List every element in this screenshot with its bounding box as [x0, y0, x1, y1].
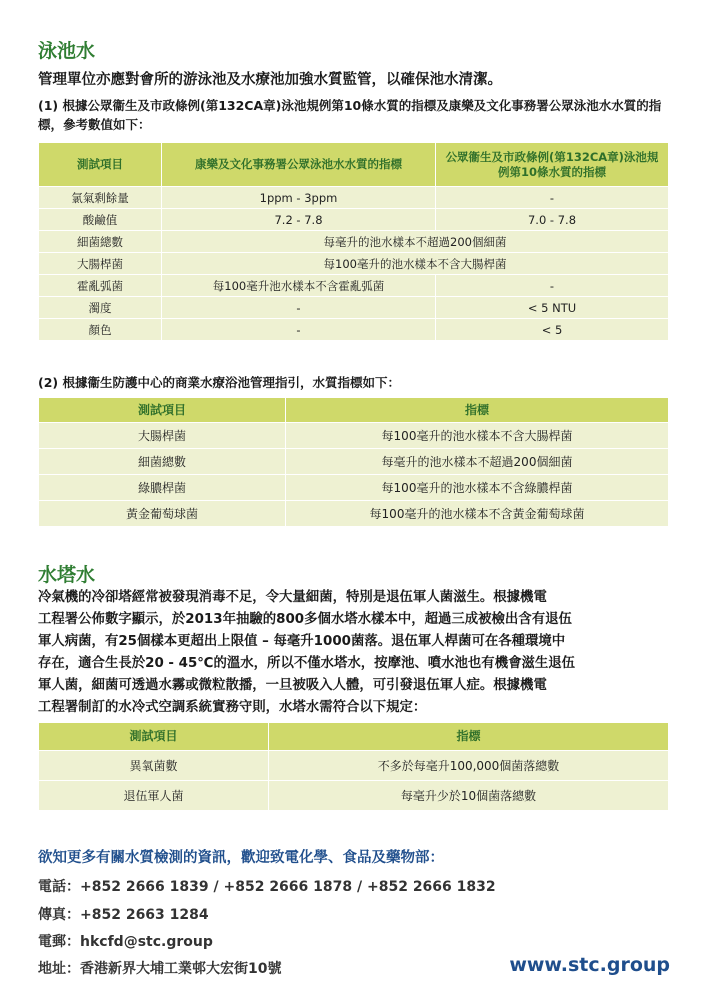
row-item: 綠膿桿菌: [39, 475, 286, 501]
col-header-test-item: 測試項目: [39, 723, 269, 751]
spa-standards-table: [38, 397, 669, 527]
contact-address: 地址：香港新界大埔工業邨大宏街10號: [38, 961, 282, 977]
col-header-lcsd-standard: 康樂及文化事務署公眾泳池水水質的指標: [162, 143, 436, 187]
tower-line: 存在，適合生長於20 - 45℃的溫水，所以不僅水塔水，按摩池、噴水池也有機會滋生退伍: [38, 656, 576, 671]
table-row: [39, 275, 669, 297]
row-item: 退伍軍人菌: [39, 781, 269, 811]
row-item: 黃金葡萄球菌: [39, 501, 286, 527]
row-item: 細菌總數: [39, 449, 286, 475]
row-item: 顏色: [39, 319, 162, 341]
row-lcsd-value: 7.2 - 7.8: [162, 209, 436, 231]
row-item: 霍亂弧菌: [39, 275, 162, 297]
row-ordinance-value: < 5 NTU: [436, 297, 669, 319]
table-row: [39, 423, 669, 449]
row-value: 每100毫升的池水樣本不含綠膿桿菌: [286, 475, 669, 501]
col-header-ordinance-standard: 公眾衞生及市政條例(第132CA章)泳池規例第10條水質的指標: [436, 143, 669, 187]
row-value: 每100毫升的池水樣本不含大腸桿菌: [286, 423, 669, 449]
table-row: [39, 449, 669, 475]
tower-line: 工程署公佈數字顯示，於2013年抽驗的800多個水塔水樣本中，超過三成被檢出含有退伍: [38, 612, 572, 627]
col-header-standard: 指標: [286, 398, 669, 423]
table-row: [39, 781, 669, 811]
row-ordinance-value: -: [436, 275, 669, 297]
tower-line: 工程署制訂的水冷式空調系統實務守則，水塔水需符合以下規定：: [38, 700, 427, 715]
table-row: [39, 297, 669, 319]
pool-standards-table: [38, 142, 669, 341]
table-row: [39, 253, 669, 275]
row-item: 酸鹼值: [39, 209, 162, 231]
row-lcsd-value: -: [162, 297, 436, 319]
pool-note-1: (1) 根據公眾衞生及市政條例(第132CA章)泳池規例第10條水質的指標及康樂及文化事務署公眾泳池水水質的指標，參考數值如下：: [38, 98, 662, 132]
pool-intro: 管理單位亦應對會所的游泳池及水療池加強水質監管，以確保池水清潔。: [38, 72, 502, 88]
row-merged-value: 每100毫升的池水樣本不含大腸桿菌: [162, 253, 669, 275]
table-row: [39, 231, 669, 253]
row-ordinance-value: < 5: [436, 319, 669, 341]
table-header-row: [39, 143, 669, 187]
tower-paragraph: [38, 587, 575, 719]
table-row: [39, 501, 669, 527]
col-header-test-item: 測試項目: [39, 398, 286, 423]
table-row: [39, 475, 669, 501]
row-lcsd-value: -: [162, 319, 436, 341]
contact-heading: 欲知更多有關水質檢測的資訊，歡迎致電化學、食品及藥物部：: [38, 850, 444, 866]
website-link[interactable]: www.stc.group: [509, 954, 670, 976]
row-lcsd-value: 1ppm - 3ppm: [162, 187, 436, 209]
tower-line: 冷氣機的冷卻塔經常被發現消毒不足，令大量細菌，特別是退伍軍人菌滋生。根據機電: [38, 590, 547, 605]
row-merged-value: 每毫升的池水樣本不超過200個細菌: [162, 231, 669, 253]
contact-email[interactable]: 電郵：hkcfd@stc.group: [38, 934, 213, 950]
contact-fax: 傳真：+852 2663 1284: [38, 907, 209, 923]
col-header-test-item: 測試項目: [39, 143, 162, 187]
tower-section-title: 水塔水: [38, 564, 96, 586]
table-header-row: [39, 398, 669, 423]
row-item: 大腸桿菌: [39, 253, 162, 275]
row-item: 濁度: [39, 297, 162, 319]
row-value: 每毫升少於10個菌落總數: [269, 781, 669, 811]
tower-standards-table: [38, 722, 669, 811]
row-item: 大腸桿菌: [39, 423, 286, 449]
table-row: [39, 319, 669, 341]
pool-note-2: (2) 根據衞生防護中心的商業水療浴池管理指引，水質指標如下：: [38, 375, 400, 390]
table-row: [39, 187, 669, 209]
row-item: 氯氣剩餘量: [39, 187, 162, 209]
row-item: 異氧菌數: [39, 751, 269, 781]
row-ordinance-value: -: [436, 187, 669, 209]
table-row: [39, 209, 669, 231]
col-header-standard: 指標: [269, 723, 669, 751]
row-lcsd-value: 每100毫升池水樣本不含霍亂弧菌: [162, 275, 436, 297]
table-row: [39, 751, 669, 781]
row-value: 每100毫升的池水樣本不含黃金葡萄球菌: [286, 501, 669, 527]
row-value: 不多於每毫升100,000個菌落總數: [269, 751, 669, 781]
row-value: 每毫升的池水樣本不超過200個細菌: [286, 449, 669, 475]
row-item: 細菌總數: [39, 231, 162, 253]
table-header-row: [39, 723, 669, 751]
tower-line: 軍人菌，細菌可透過水霧或微粒散播，一旦被吸入人體，可引發退伍軍人症。根據機電: [38, 678, 547, 693]
pool-section-title: 泳池水: [38, 40, 96, 62]
tower-line: 軍人病菌，有25個樣本更超出上限值 – 每毫升1000菌落。退伍軍人桿菌可在各種環境中: [38, 634, 566, 649]
row-ordinance-value: 7.0 - 7.8: [436, 209, 669, 231]
contact-phone[interactable]: 電話：+852 2666 1839 / +852 2666 1878 / +852 2666 1832: [38, 879, 496, 895]
